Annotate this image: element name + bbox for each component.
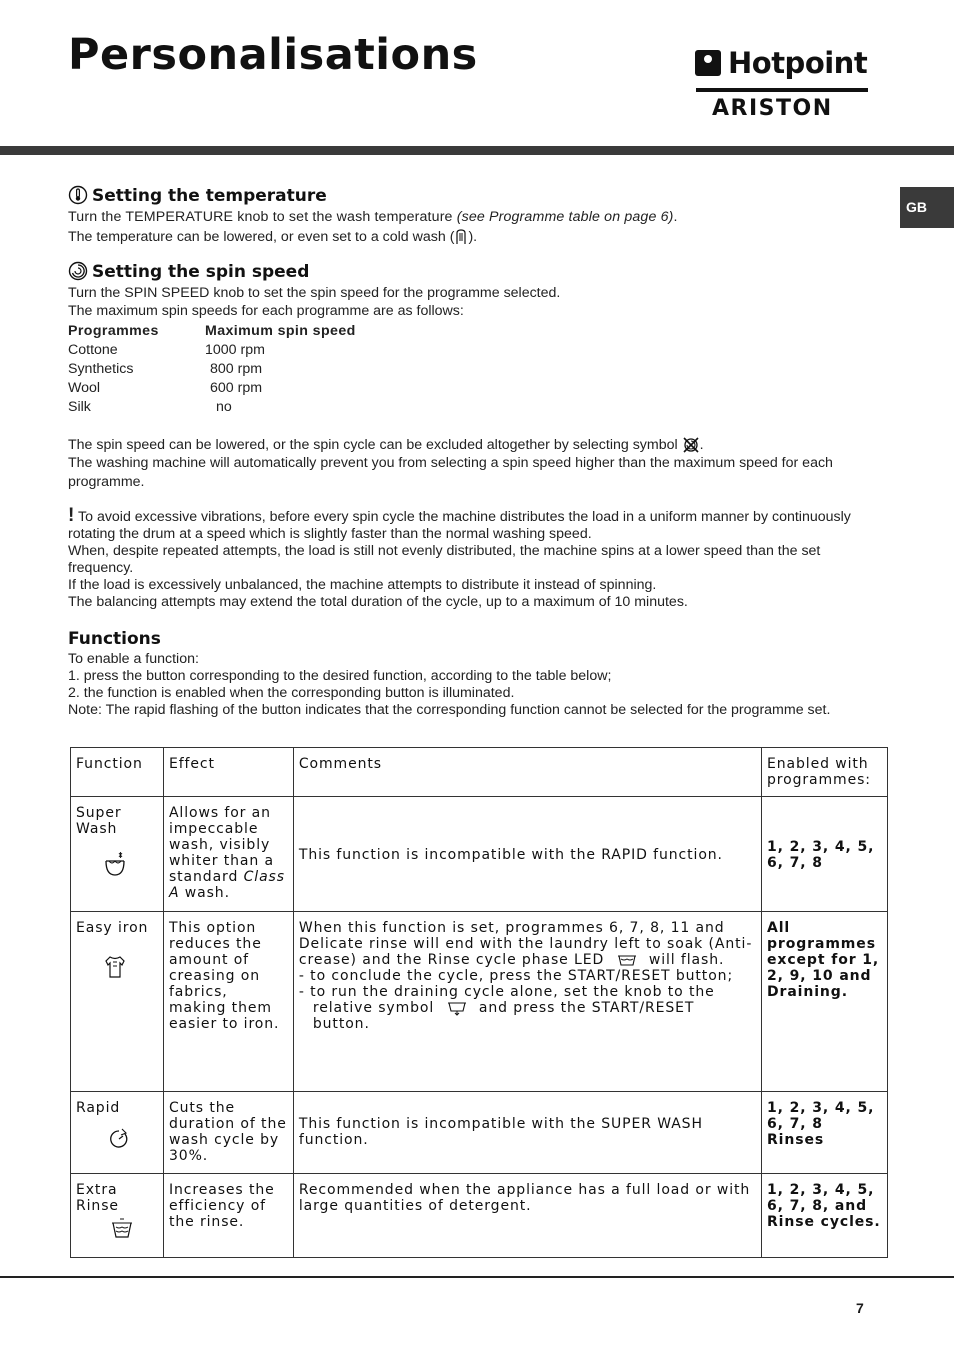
effect-emphasis: Class A [168,869,285,901]
functions-section [68,629,868,719]
table-row [71,1092,888,1174]
comments-text-a: When this function is set, programmes 6, 7, 8, 11 and Delicate rinse will end with the laundry left to soak (Anti-crease) and the Rinse cycle phase LED [298,920,753,968]
spin-row-speed: 600 rpm [210,380,263,396]
enabled-programmes-cell: 1, 2, 3, 4, 5, 6, 7, 8 Rinses [762,1092,888,1174]
page-title: Personalisations [68,30,478,80]
functions-step-1: 1. press the button corresponding to the desired function, according to the table below; [68,668,612,684]
function-cell [71,1092,164,1174]
super-wash-icon [102,851,128,879]
effect-cell: Cuts the duration of the wash cycle by 30%. [163,1092,293,1174]
function-name: Super Wash [76,805,122,837]
hotpoint-ariston-logo [694,46,870,122]
comments-cell: This function is incompatible with the SUPER WASH function. [293,1092,761,1174]
col-function: Function [71,748,164,797]
table-header-row [71,748,888,797]
spin-icon [68,261,88,281]
rapid-icon [108,1128,130,1150]
effect-text: wash. [179,885,230,901]
functions-intro: To enable a function: [68,651,199,667]
col-comments: Comments [293,748,761,797]
table-row [71,1174,888,1258]
drain-icon [446,1000,468,1016]
spin-line-2: The maximum spin speeds for each programme are as follows: [68,303,464,319]
comments-cell [293,912,761,1092]
function-name: Extra Rinse [76,1182,119,1214]
brand-subname: ARISTON [712,96,833,121]
temperature-text-a: Turn the TEMPERATURE knob to set the wash temperature [68,209,457,225]
spin-speed-table [68,322,868,417]
spin-row-programme: Cottone [68,342,118,358]
spin-row-programme: Synthetics [68,361,134,377]
brand-mark-icon [695,50,721,76]
spin-row-programme: Wool [68,380,101,396]
footer-rule [0,1276,954,1278]
warning-line-3: If the load is excessively unbalanced, the machine attempts to distribute it instead of spinning. [68,577,657,593]
function-cell [71,797,164,912]
function-cell [71,1174,164,1258]
spin-row-speed: no [216,399,232,415]
spin-heading-text: Setting the spin speed [92,262,310,282]
warning-text-1: To avoid excessive vibrations, before every spin cycle the machine distributes the load in a uniform manner by continuously rotating the drum at a speed which is slightly faster than the normal washing speed. [68,509,851,542]
temperature-line-1 [68,209,868,226]
header-rule [0,146,954,155]
spin-note-1 [68,436,868,454]
warning-line-2: When, despite repeated attempts, the load is still not evenly distributed, the machine spins at a lower speed than the set frequency. [68,543,821,576]
temperature-text-d: ). [468,228,478,245]
comments-bullet-text-a: - to run the draining cycle alone, set the knob to the relative symbol [298,984,715,1016]
col-enabled: Enabled with programmes: [762,748,888,797]
warning-mark: ! [68,505,75,526]
language-tab: GB [900,187,954,228]
temperature-heading [68,186,868,206]
temperature-heading-text: Setting the temperature [92,186,327,206]
comments-text-b: will flash. [643,952,725,968]
comments-cell: Recommended when the appliance has a full load or with large quantities of detergent. [293,1174,761,1258]
table-row [71,797,888,912]
spin-row-speed: 1000 rpm [205,342,265,358]
no-spin-icon [682,436,700,454]
comments-bullet-text-b: and press the START/RESET button. [312,1000,695,1032]
enabled-programmes-cell: 1, 2, 3, 4, 5, 6, 7, 8, and Rinse cycles. [762,1174,888,1258]
extra-rinse-icon [110,1218,134,1240]
spin-notes [68,436,868,492]
spin-col-programmes: Programmes [68,323,159,339]
function-cell [71,912,164,1092]
effect-cell: This option reduces the amount of creasing on fabrics, making them easier to iron. [163,912,293,1092]
warning-line-1 [68,507,868,543]
functions-heading: Functions [68,629,161,649]
function-name: Rapid [76,1100,121,1116]
temperature-text-b: . [673,209,678,225]
spin-col-max-speed: Maximum spin speed [205,323,356,339]
spin-section [68,262,868,417]
functions-table [70,747,888,1258]
spin-note-text-b: . [699,436,704,453]
comments-bullet-2 [299,984,756,1032]
table-row [71,912,888,1092]
brand-name: Hotpoint [728,46,868,80]
comments-text [299,920,752,968]
programme-table-reference: (see Programme table on page 6) [456,209,674,225]
rinse-led-icon [616,953,638,967]
functions-note: Note: The rapid flashing of the button indicates that the corresponding function cannot be selected for the programme set. [68,702,831,718]
thermometer-icon [68,185,88,205]
functions-step-2: 2. the function is enabled when the corresponding button is illuminated. [68,685,515,701]
page-number: 7 [856,1300,864,1316]
enabled-programmes-cell: All programmes except for 1, 2, 9, 10 and Draining. [762,912,888,1092]
comments-cell: This function is incompatible with the RAPID function. [293,797,761,912]
effect-cell [163,797,293,912]
function-name: Easy iron [76,920,149,936]
brand-divider [696,88,868,92]
spin-row-programme: Silk [68,399,91,415]
temperature-line-2 [68,228,868,246]
spin-note-2: The washing machine will automatically prevent you from selecting a spin speed higher than the maximum speed for each programme. [68,455,833,490]
enabled-programmes-cell: 1, 2, 3, 4, 5, 6, 7, 8 [762,797,888,912]
temperature-text-c: The temperature can be lowered, or even set to a cold wash ( [68,228,455,245]
easy-iron-icon [102,954,128,980]
temperature-section [68,186,868,246]
spin-heading [68,262,868,282]
cold-wash-icon [454,228,468,246]
spin-row-speed: 800 rpm [210,361,263,377]
col-effect: Effect [163,748,293,797]
effect-text: Allows for an impeccable wash, visibly whiter than a standard [168,805,275,885]
warning-section [68,507,868,611]
spin-line-1: Turn the SPIN SPEED knob to set the spin speed for the programme selected. [68,285,561,301]
comments-bullet-1: - to conclude the cycle, press the START/RESET button; [298,968,734,984]
effect-cell: Increases the efficiency of the rinse. [163,1174,293,1258]
spin-note-text-a: The spin speed can be lowered, or the spin cycle can be excluded altogether by selecting symbol [68,436,682,453]
warning-line-4: The balancing attempts may extend the total duration of the cycle, up to a maximum of 10 minutes. [68,594,688,610]
